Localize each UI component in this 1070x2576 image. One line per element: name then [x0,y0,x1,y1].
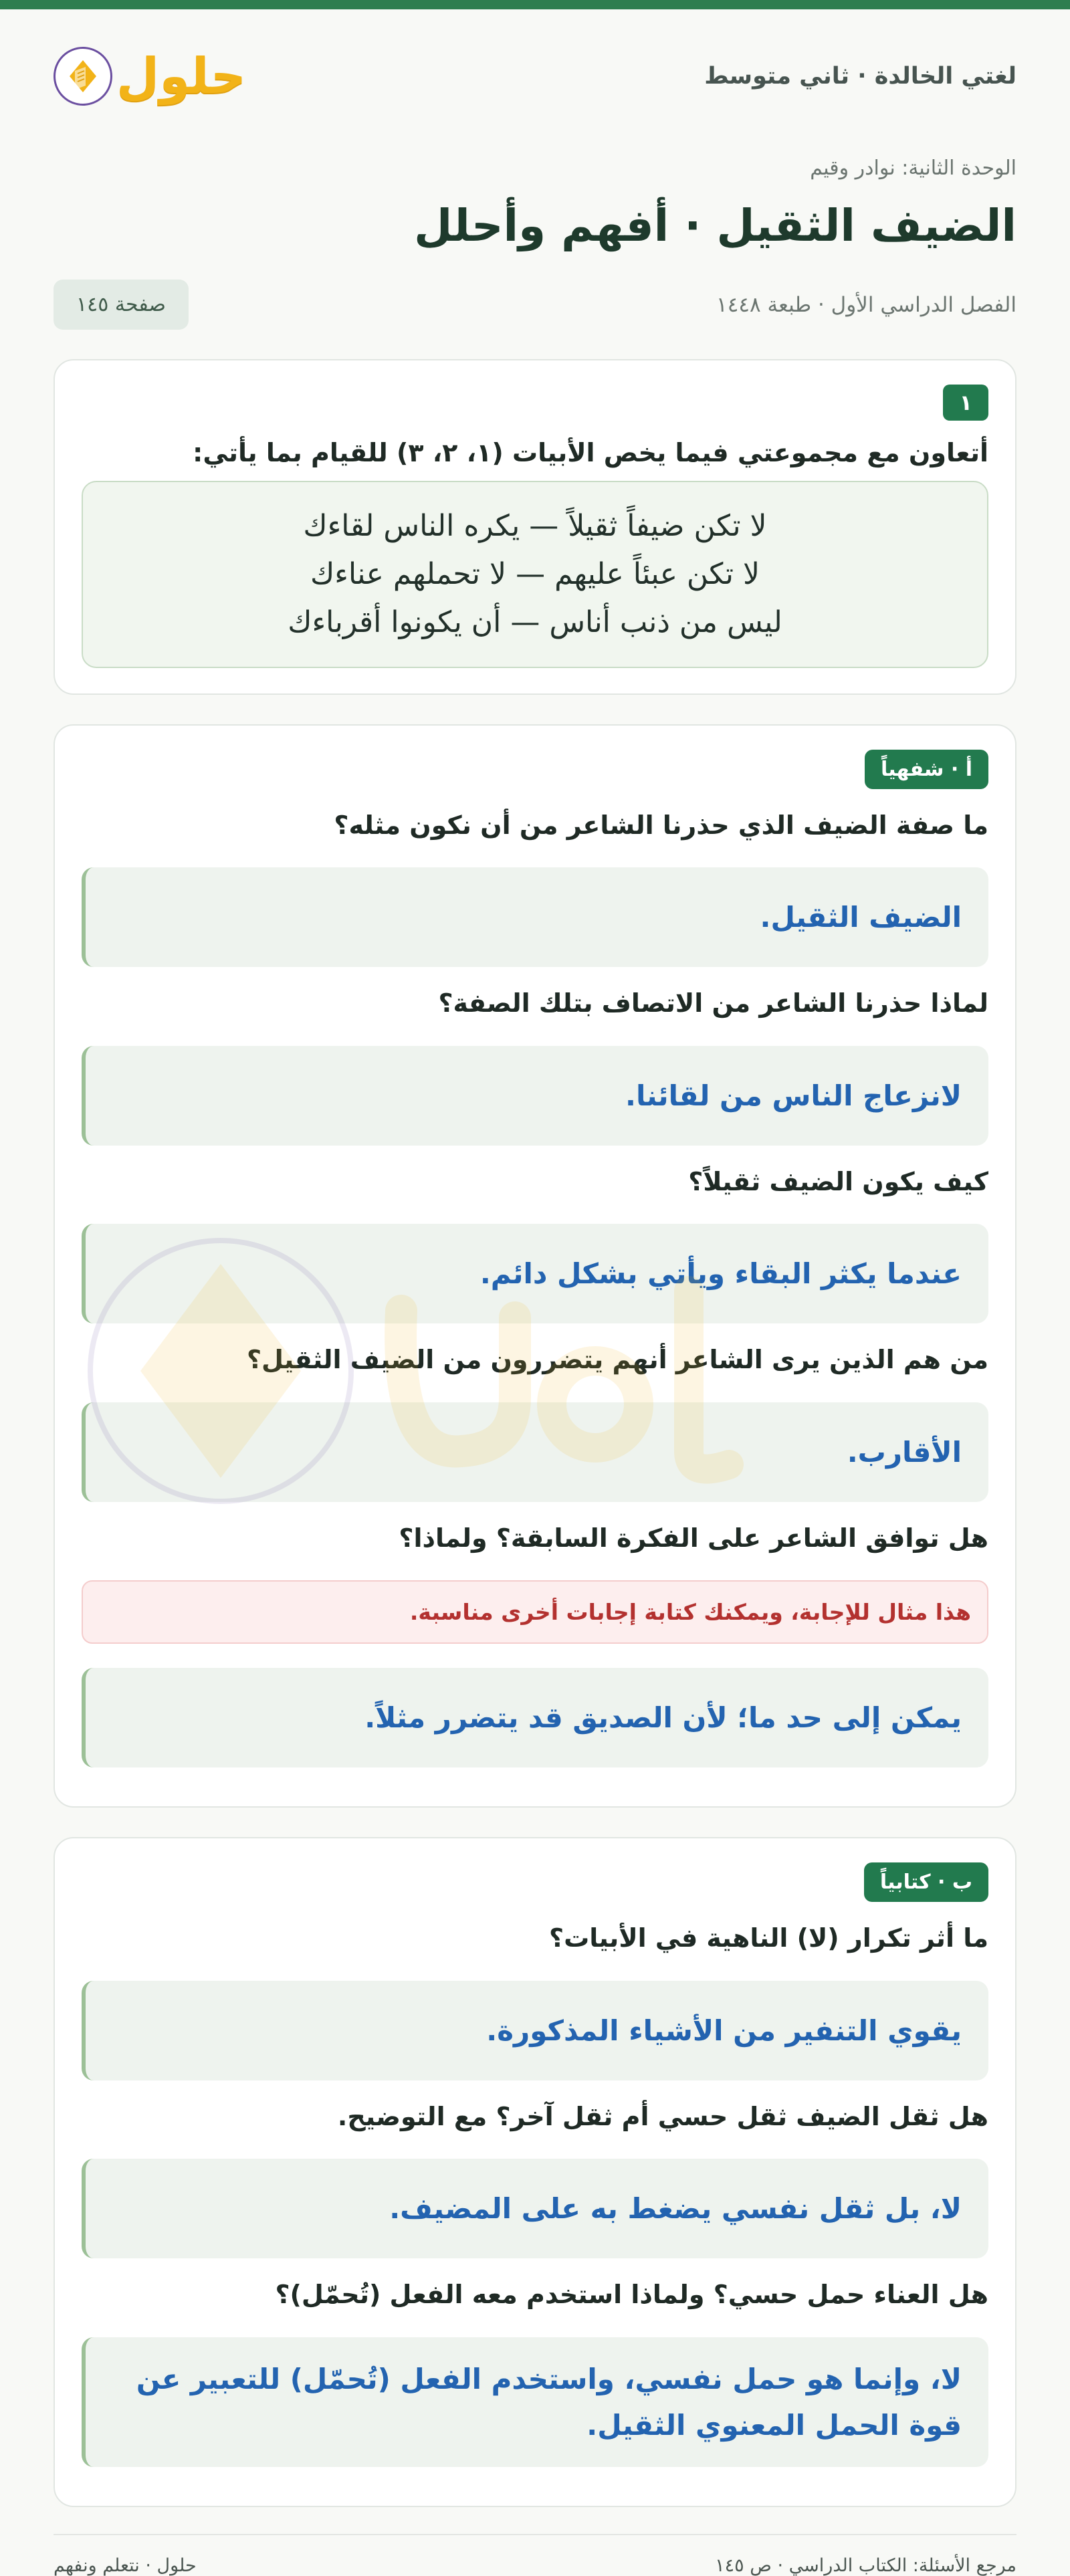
section-b-badge: ب · كتابياً [864,1862,988,1902]
top-accent-bar [0,0,1070,9]
logo-book-icon [54,47,112,106]
question-text: لماذا حذرنا الشاعر من الاتصاف بتلك الصفة؟ [438,988,988,1018]
example-answer-note: هذا مثال للإجابة، ويمكنك كتابة إجابات أخرى مناسبة. [82,1580,988,1644]
question-text: ما صفة الضيف الذي حذرنا الشاعر من أن نكون مثله؟ [334,811,988,840]
logo-text: حلول [116,47,247,105]
exercise-number-badge: ١ [943,385,988,421]
section-a-badge: أ · شفهياً [865,750,988,789]
question-text: ما أثر تكرار (لا) الناهية في الأبيات؟ [549,1923,988,1953]
question-text: هل توافق الشاعر على الفكرة السابقة؟ ولماذا؟ [399,1523,988,1553]
section-a-card [54,724,1016,1808]
answer-box: لا، بل ثقل نفسي يضغط به على المضيف. [82,2159,988,2258]
section-b-card [54,1837,1016,2507]
poem-line: لا تكن عبئاً عليهم — لا تحملهم عناءك [310,557,760,591]
answer-box: يمكن إلى حد ما؛ لأن الصديق قد يتضرر مثلاً. [82,1668,988,1767]
page-number-badge: صفحة ١٤٥ [54,280,189,330]
poem-line: ليس من ذنب أناس — أن يكونوا أقرباءك [288,605,782,639]
question-text: هل العناء حمل حسي؟ ولماذا استخدم معه الفعل (تُحمّل)؟ [275,2280,988,2310]
page-footer [54,2534,1016,2576]
semester-meta: الفصل الدراسي الأول · طبعة ١٤٤٨ [716,292,1016,317]
footer-reference: مرجع الأسئلة: الكتاب الدراسي · ص ١٤٥ [715,2555,1016,2576]
poem-box [82,481,988,668]
site-logo[interactable] [54,47,246,106]
question-text: كيف يكون الضيف ثقيلاً؟ [688,1166,988,1196]
footer-brand: حلول · نتعلم ونفهم [54,2555,197,2576]
lesson-title: الضيف الثقيل · أفهم وأحلل [414,200,1016,251]
answer-box: عندما يكثر البقاء ويأتي بشكل دائم. [82,1224,988,1323]
answer-box: الضيف الثقيل. [82,867,988,967]
question-text: هل ثقل الضيف ثقل حسي أم ثقل آخر؟ مع التوضيح. [337,2101,988,2131]
answer-box: لا، وإنما هو حمل نفسي، واستخدم الفعل (تُحمّل) للتعبير عن قوة الحمل المعنوي الثقيل. [82,2337,988,2468]
answer-box: الأقارب. [82,1402,988,1502]
answer-box: لانزعاج الناس من لقائنا. [82,1046,988,1146]
answer-box: يقوي التنفير من الأشياء المذكورة. [82,1981,988,2080]
meta-row [54,280,1016,330]
question-text: من هم الذين يرى الشاعر أنهم يتضررون من الضيف الثقيل؟ [246,1345,988,1375]
page-content [0,9,1070,2576]
exercise-instruction: أتعاون مع مجموعتي فيما يخص الأبيات (١، ٢، ٣) للقيام بما يأتي: [193,438,988,467]
exercise-card [54,359,1016,695]
poem-line: لا تكن ضيفاً ثقيلاً — يكره الناس لقاءك [303,509,767,543]
unit-label: الوحدة الثانية: نوادر وقيم [810,156,1016,180]
page-header [54,9,1016,136]
series-title: لغتي الخالدة · ثاني متوسط [704,63,1016,90]
